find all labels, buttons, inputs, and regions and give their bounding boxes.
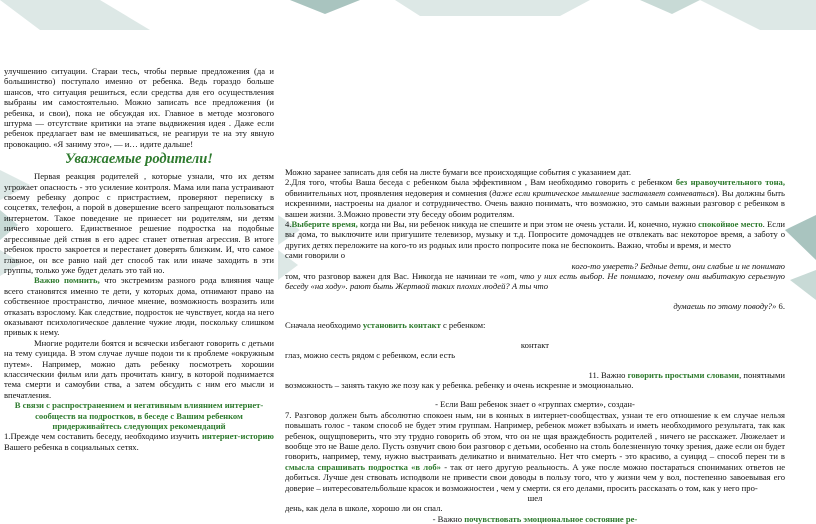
right-line-8	[285, 301, 785, 311]
item1-text-a: 1.Прежде чем составить беседу, необходимо изучить	[4, 431, 202, 442]
emphasis-important: Важно помнить,	[34, 275, 100, 286]
r12-highlight: говорить простыми словами	[627, 369, 740, 380]
r8-b: 6.	[776, 300, 785, 311]
r2-italic: даже если критическое мышление заставляет сомневаться	[492, 187, 715, 198]
right-line-16: шел	[527, 492, 543, 503]
right-line-18	[285, 514, 785, 524]
left-paragraph-3: Многие родители боятся и всячески избегают говорить с детьми на тему суицида. В этом случае лучше подои ти к проблеме «окружным путем». Например, можно дать ребенку посмотреть хорошии классическии фильм или дать прочитать книгу, в которой поднимается тема смерти и самоубии ства, а затем обсудить с ним его мысли и впечатления.	[4, 337, 274, 400]
r4-e: . Если вы дома, то выключите или пригушите телевизор, музыку и т.д. Попросите домочадцев не отвлекать вас некоторое время, а заботу о других детях переложите на кого-то из родных или просто попросите пока не беспокоить. Важно, чтобы и время, и место	[285, 219, 785, 250]
left-column	[4, 66, 274, 452]
spacer	[285, 292, 785, 301]
r9-a: Сначала необходимо	[285, 320, 363, 331]
r2-e: ). Вы должны быть искренними, настроены на диалог и сотрудничество. Очень важно понимать, что возможно, это самыи важныи разговор с ребенком в вашеи жизни. 3.Можно провести эту беседу обоим родителям.	[285, 187, 785, 219]
left-top-paragraph: улучшению ситуации. Старaи тесь, чтобы первые предложения (да и большинство) поступало именно от ребенка. Ведь гораздо больше шансов, что ситуация решиться, если средства для его осуществления выбраны им самостоятельно. Можно записать все предложения (и ребенка, и свои), пока не обсуждая их. Главное в методе мозгового штурма — отсутствие критики на этапе выдвижения идея . Даже если ребенок предлагает вам не вмешиваться, не реагируи те на эту явную провокацию. «Я заниму это», — и… идите дальше!	[4, 66, 274, 149]
right-line-13: возможность – занять такую же позу как у ребенка. ребенку и очень искренне и эмоционально.	[285, 379, 634, 390]
r12-c: , понятными	[739, 369, 785, 380]
r9-c: с ребенком:	[440, 320, 486, 331]
r8-italic: думаешь по этому поводу?»	[673, 300, 777, 311]
r2-a: 2.Для того, чтобы Ваша беседа с ребенком была эффективном , Вам необходимо говорить с ребенком	[285, 177, 676, 188]
right-line-7	[285, 271, 785, 292]
right-line-5: сами говорили о	[285, 250, 346, 261]
spacer	[285, 361, 785, 370]
right-item-4	[285, 219, 785, 250]
right-line-17: день, как дела в школе, хорошо ли он спал.	[285, 503, 443, 514]
r7-a: том, что разговор важен для Вас. Никогда не начинаи те	[285, 271, 500, 282]
spacer	[285, 331, 785, 340]
item1-text-c: Вашего ребенка в социальных сетях.	[4, 441, 139, 452]
r12-a: 11. Важно	[588, 369, 628, 380]
spacer	[285, 390, 785, 399]
r15-c: - так от него другую реальность. А уже после можно постараться спониманих ответов не добиться. Лучше ден ствовать исподволи не привести свои доводы в пользу того, что у жизни чем у вол, постепенно завоевывая его доверие – интересовательбольше красок и возможностеи , чем у смерти. ся его делами, просить рассказать о том, как у него про-	[285, 461, 786, 493]
r18-highlight: почувствовать эмоциональное состояние ре-	[464, 513, 638, 524]
right-line-9	[285, 320, 785, 330]
r18-a: - Важно	[432, 513, 465, 524]
r2-c: обвинительных нот, проявления недоверия и сомнения (	[285, 187, 493, 198]
r4-a: 4.	[285, 219, 292, 230]
section-heading: Уважаемые родители!	[65, 151, 213, 168]
left-item-1	[4, 431, 274, 452]
left-paragraph-1: Первая реакция родителей , которые узнали, что их детям угрожает опасность - это усиление контроля. Мама или папа устраивают своему ребенку допрос с пристрастием, проверяют переписку в соцсетях, телефон, а порой в довершение всего запрещают пользоваться интернетом. Такое поведение не принесет ни родителям, ни детям ничего хорошего. Единственное решение подростка на подобные агрессивные дей ствия в его адрес станет ответная агрессия. В итоге ребенок просто закроется и перестанет доверять близким. И, что самое главное, он все равно най дет способ так или иначе заходить в эти группы, только уже будет делать это тай но.	[4, 171, 274, 275]
r15-a: 7. Разговор должен быть абсолютно спокоен ным, ни в конных в интернет-сообществах, узнаи те его отношение к ем случае нельзя повышать голос - таком способ не будет этим группам. Например, ребенок может взбыхать и иметь необходимого результата, так как ребенок, ощущповерить, что эту трудно говорить об этом, что он не щая враждебность родителей , ничего не расскажет. Люжелает и вообще это не Ваше дело. Пусть озвучит свою бои разговор с детьми, особенно на столь болезненную точку зрения, даже если он будет говорить, например, тему, нужно выстраивать деликатно и внимательно. Нет что смерть - это красиво, а суицид – способ перен ти в	[285, 409, 785, 462]
right-line-12	[285, 370, 785, 380]
right-item-2	[285, 177, 785, 219]
right-item-7	[285, 410, 785, 493]
r2-highlight: без нравоучительного тона,	[675, 177, 785, 188]
right-line-14: - Если Ваш ребенок знает о «группах смерти», создан-	[435, 399, 635, 410]
right-column	[285, 167, 785, 524]
spacer	[285, 311, 785, 320]
right-line-1: Можно заранее записать для себя на листе бумаги все происходящие события с указанием дат.	[285, 167, 632, 177]
left-paragraph-2	[4, 275, 274, 337]
right-line-6: кого-то умереть? Бедные дети, они слабые и не понимаю	[571, 260, 785, 271]
r15-highlight: смысла спрашивать подростка «в лоб»	[285, 461, 441, 472]
r7-italic: «от, что у них есть выбор. Не понимаю, почему они выбитакую серьезную беседу «на ходу». рают быть Жертвой таких плохих людей? А ты что	[285, 271, 785, 292]
recommendations-intro: В связи с распространением и негативным влиянием интернет-сообществ на подростков, в беседе с Вашим ребенком	[14, 400, 264, 421]
right-line-10: контакт	[520, 339, 550, 350]
item1-highlight: интернет-историю	[201, 431, 274, 442]
right-line-11: глаз, можно сесть рядом с ребенком, если есть	[285, 350, 456, 361]
r9-highlight: установить контакт	[362, 320, 441, 331]
r4-highlight-place: спокойное место	[698, 219, 763, 230]
r4-highlight-time: Выберите время,	[291, 219, 358, 230]
recommendations-title: придерживайтесь следующих рекомендаций	[52, 421, 226, 431]
left-paragraph-2-rest: что экстремизм разного рода влияния чаще всего становятся именно те дети, у которых дома, отнимают право на собственное пространство, личное мнение, возможность возразить или отказать взрослому. Как следствие, подросток не чувствует, когда на него оказывают психологическое давление чужие люди, поскольку слишком привык к нему.	[4, 275, 274, 338]
r4-c: когда ни Вы, ни ребенок никуда не спешите и при этом не очень устали. И, конечно, нужно	[357, 219, 699, 230]
